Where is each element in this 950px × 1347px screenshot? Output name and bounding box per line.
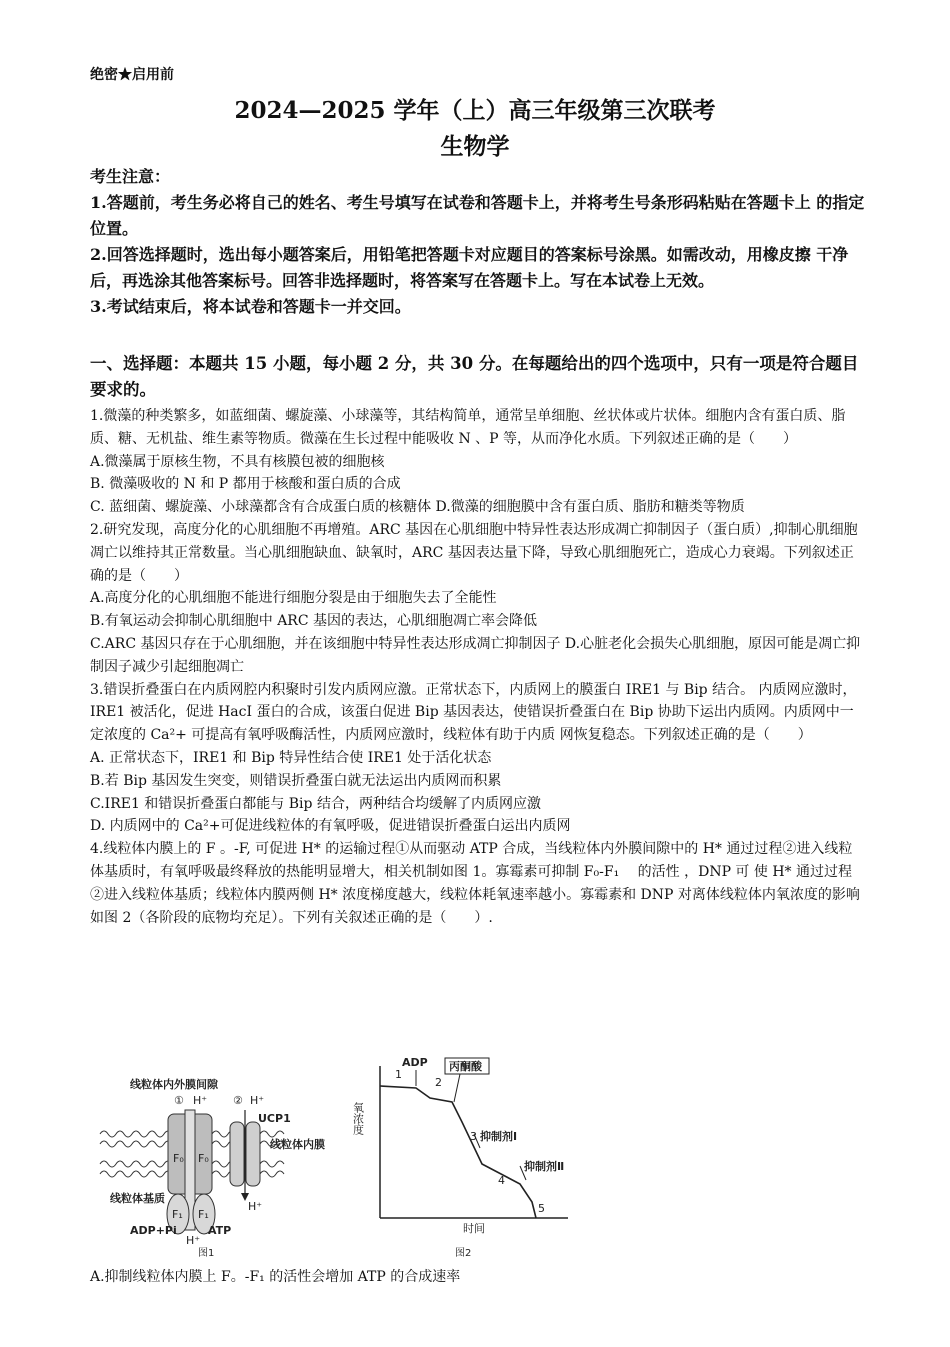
notice-item: 1.答题前，考生务必将自己的姓名、考生号填写在试卷和答题卡上，并将考生号条形码粘贴在答题卡上 的指定位置。 bbox=[90, 193, 865, 238]
stage-label: 4 bbox=[498, 1174, 505, 1187]
oxygen-curve bbox=[380, 1086, 536, 1218]
ucp1-label: UCP1 bbox=[258, 1112, 291, 1125]
pyruvate-marker bbox=[454, 1074, 460, 1102]
stage-label: 5 bbox=[538, 1202, 545, 1215]
section-heading-block bbox=[90, 351, 865, 403]
figure-block bbox=[90, 1052, 608, 1262]
exam-title: 2024—2025 学年（上）高三年级第三次联考 bbox=[234, 97, 716, 124]
subject-title: 生物学 bbox=[440, 133, 510, 160]
hplus-label: H⁺ bbox=[248, 1200, 263, 1213]
ucp1-channel bbox=[230, 1122, 244, 1186]
notice-item: 2.回答选择题时，选出每小题答案后，用铅笔把答题卡对应题目的答案标号涂黑。如需改动，用橡皮擦 干净后，再选涂其他答案标号。回答非选择题时，将答案写在答题卡上。写在本试卷上无效。 bbox=[90, 245, 849, 290]
pyruvate-label: 丙酮酸 bbox=[449, 1060, 482, 1073]
question-option: A.抑制线粒体内膜上 F。-F₁ 的活性会增加 ATP 的合成速率 bbox=[90, 1269, 461, 1285]
x-axis-label: 时间 bbox=[463, 1222, 485, 1235]
notice-block bbox=[90, 164, 865, 320]
figure-svg bbox=[90, 1052, 608, 1262]
question-stem: 3.错误折叠蛋白在内质网腔内积聚时引发内质网应激。正常状态下，内质网上的膜蛋白 IRE1 与 Bip 结合。 内质网应激时，IRE1 被活化，促进 HacI 蛋白的合成，该蛋白促进 Bip 基因表达，使错误折叠蛋白在 Bip 协助下运出内质网。内质网中一定浓度的 Ca²+ 可提高有氧呼吸酶活性，内质网应激时，线粒体有助于内质 网恢复稳态。下列叙述正确的是（ ） bbox=[90, 681, 857, 744]
question-stem: 4.线粒体内膜上的 F 。-F, 可促进 H* 的运输过程①从而驱动 ATP 合成，当线粒体内外膜间隙中的 H* 通过过程②进入线粒体基质时，有氧呼吸最终释放的热能明显增大，相关机制如图 1。寡霉素可抑制 F₀-F₁ 的活性 ，DNP 可 使 H* 通过过程②进入线粒体基质；线粒体内膜两侧 H* 浓度梯度越大，线粒体耗氧速率越小。寡霉素和 DNP 对离体线粒体内氧浓度的影响如图 2（各阶段的底物均充足）。下列有关叙述正确的是（ ）. bbox=[90, 841, 860, 926]
hplus-label: H⁺ bbox=[186, 1234, 201, 1247]
question-option: C. 蓝细菌、螺旋藻、小球藻都含有合成蛋白质的核糖体 D.微藻的细胞膜中含有蛋白质、脂肪和糖类等物质 bbox=[90, 499, 745, 516]
f0-label: F₀ bbox=[198, 1152, 209, 1165]
stage-label: 2 bbox=[435, 1076, 442, 1089]
y-axis-label: 氧浓度 bbox=[351, 1102, 365, 1135]
figure1-caption: 图1 bbox=[198, 1248, 215, 1259]
process-2-marker: ② bbox=[233, 1094, 243, 1107]
intermembrane-label: 线粒体内外膜间隙 bbox=[130, 1078, 218, 1091]
inhibitor1-label: 抑制剂Ⅰ bbox=[480, 1130, 518, 1143]
confidential-mark: 绝密★启用前 bbox=[90, 67, 174, 83]
question-option: C.ARC 基因只存在于心肌细胞，并在该细胞中特异性表达形成凋亡抑制因子 D.心脏老化会损失心肌细胞，原因可能是凋亡抑制因子减少引起细胞凋亡 bbox=[90, 635, 861, 675]
section-heading: 一、选择题：本题共 15 小题，每小题 2 分，共 30 分。在每题给出的四个选项中，只有一项是符合题目要求的。 bbox=[90, 354, 859, 399]
ucp1-channel bbox=[246, 1122, 260, 1186]
f0-label: F₀ bbox=[173, 1152, 184, 1165]
question-option: B.若 Bip 基因发生突变，则错误折叠蛋白就无法运出内质网而积累 bbox=[90, 772, 502, 789]
f1-label: F₁ bbox=[172, 1208, 183, 1221]
figure2-caption: 图2 bbox=[455, 1248, 472, 1259]
notice-item: 3.考试结束后，将本试卷和答题卡一并交回。 bbox=[90, 297, 411, 316]
adp-pi-label: ADP+Pi bbox=[130, 1224, 177, 1237]
question-option: B. 微藻吸收的 N 和 P 都用于核酸和蛋白质的合成 bbox=[90, 476, 401, 493]
question-stem: 1.微藻的种类繁多，如蓝细菌、螺旋藻、小球藻等，其结构简单，通常呈单细胞、丝状体或片状体。细胞内含有蛋白质、脂质、糖、无机盐、维生素等物质。微藻在生长过程中能吸收 N 、P 等，从而净化水质。下列叙述正确的是（ ） bbox=[90, 408, 846, 447]
process-1-marker: ① bbox=[174, 1094, 184, 1107]
stage-label: 3 bbox=[470, 1130, 477, 1143]
figure2-oxygen-graph bbox=[352, 1056, 569, 1259]
question-stem: 2.研究发现，高度分化的心肌细胞不再增殖。ARC 基因在心肌细胞中特异性表达形成凋亡抑制因子（蛋白质）,抑制心肌细胞凋亡以维持其正常数量。当心肌细胞缺血、缺氧时，ARC 基因表达量下降，导致心肌细胞死亡，造成心力衰竭。下列叙述正确的是（ ） bbox=[90, 521, 858, 584]
hplus-label: H⁺ bbox=[193, 1094, 208, 1107]
atp-label: ATP bbox=[208, 1224, 232, 1237]
matrix-label: 线粒体基质 bbox=[110, 1192, 165, 1205]
question-option: C.IRE1 和错误折叠蛋白都能与 Bip 结合，两种结合均缓解了内质网应激 bbox=[90, 795, 541, 812]
hplus-label: H⁺ bbox=[250, 1094, 265, 1107]
inner-membrane-label: 线粒体内膜 bbox=[270, 1138, 325, 1151]
f1-label: F₁ bbox=[198, 1208, 209, 1221]
question-option: A.高度分化的心肌细胞不能进行细胞分裂是由于细胞失去了全能性 bbox=[90, 590, 497, 607]
question-option: A. 正常状态下，IRE1 和 Bip 特异性结合使 IRE1 处于活化状态 bbox=[90, 749, 492, 766]
question-option: B.有氧运动会抑制心肌细胞中 ARC 基因的表达，心肌细胞凋亡率会降低 bbox=[90, 613, 538, 630]
stage-label: 1 bbox=[395, 1068, 402, 1081]
notice-heading: 考生注意： bbox=[90, 167, 171, 186]
adp-label: ADP bbox=[402, 1056, 428, 1069]
question-option: D. 内质网中的 Ca²+可促进线粒体的有氧呼吸，促进错误折叠蛋白运出内质网 bbox=[90, 818, 571, 835]
question-option: A.微藻属于原核生物，不具有核膜包被的细胞核 bbox=[90, 453, 385, 470]
figure1-mitochondria-diagram bbox=[100, 1077, 325, 1259]
inhibitor2-label: 抑制剂Ⅱ bbox=[524, 1160, 565, 1173]
questions bbox=[90, 405, 865, 929]
